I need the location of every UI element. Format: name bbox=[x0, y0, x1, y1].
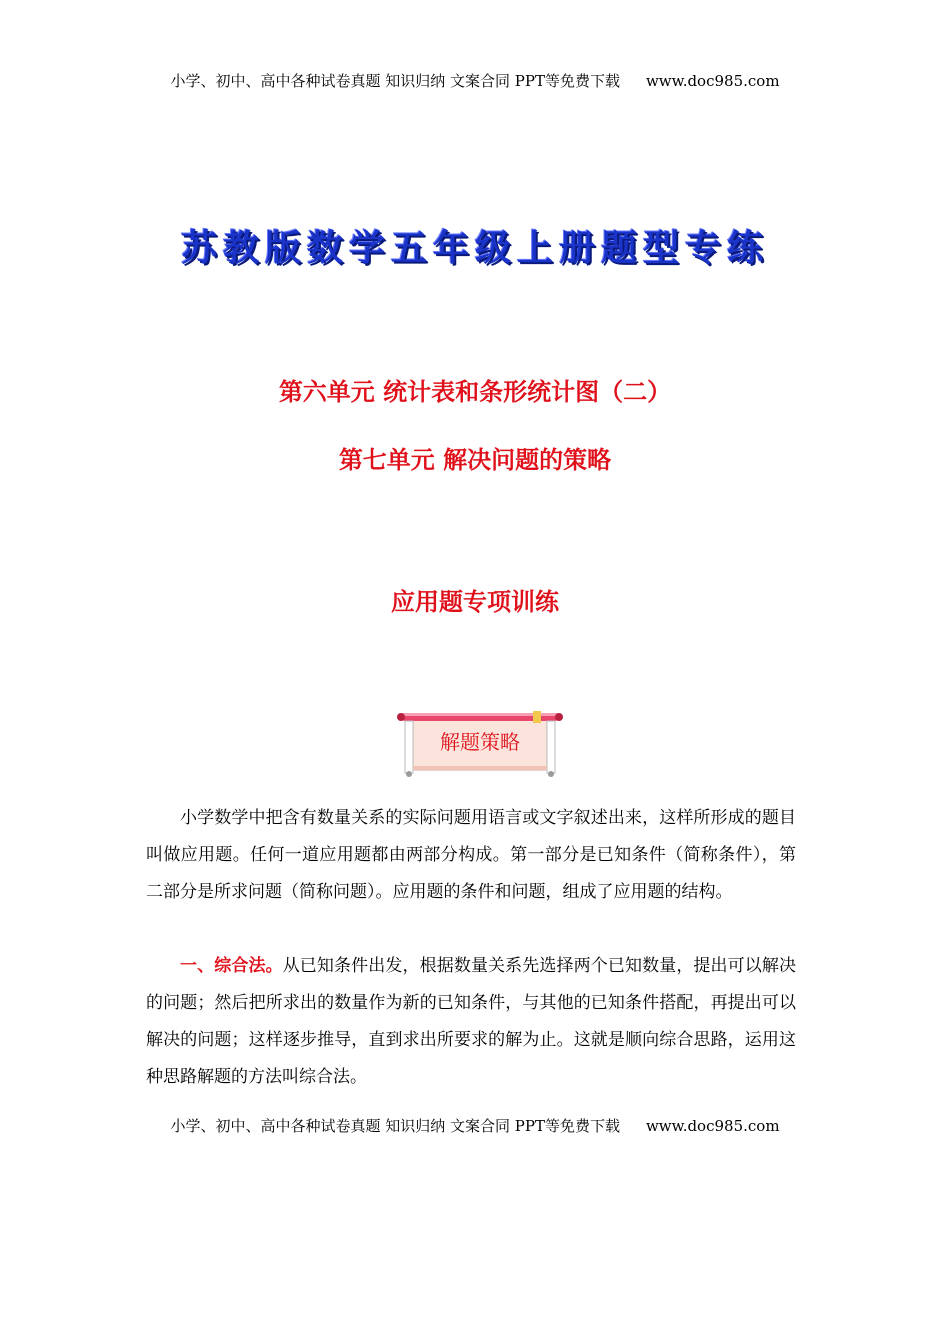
method1-text: 从已知条件出发，根据数量关系先选择两个已知数量，提出可以解决的问题；然后把所求出的数量作为新的已知条件，与其他的已知条件搭配，再提出可以解决的问题；这样逐步推导，直到求出所要求的解为止。这就是顺向综合思路，运用这种思路解题的方法叫综合法。 bbox=[146, 956, 797, 1087]
page-footer bbox=[0, 1115, 950, 1136]
method1-paragraph bbox=[146, 948, 796, 1096]
page-header bbox=[0, 70, 950, 91]
header-url[interactable]: www.doc985.com bbox=[645, 72, 780, 90]
banner-label: 解题策略 bbox=[440, 730, 520, 754]
scroll-banner bbox=[395, 708, 565, 778]
intro-text: 小学数学中把含有数量关系的实际问题用语言或文字叙述出来，这样所形成的题目叫做应用题。任何一道应用题都由两部分构成。第一部分是已知条件（简称条件），第二部分是所求问题（简称问题）。应用题的条件和问题，组成了应用题的结构。 bbox=[146, 808, 796, 902]
document-title: 苏教版数学五年级上册题型专练 bbox=[180, 228, 769, 269]
header-text: 小学、初中、高中各种试卷真题 知识归纳 文案合同 PPT等免费下载 bbox=[170, 72, 620, 90]
footer-url[interactable]: www.doc985.com bbox=[645, 1117, 780, 1135]
unit-heading-7: 第七单元 解决问题的策略 bbox=[338, 446, 612, 474]
section-subtitle: 应用题专项训练 bbox=[391, 588, 559, 616]
method1-label: 一、综合法。 bbox=[180, 956, 283, 976]
intro-paragraph bbox=[146, 800, 796, 911]
footer-text: 小学、初中、高中各种试卷真题 知识归纳 文案合同 PPT等免费下载 bbox=[170, 1117, 620, 1135]
unit-heading-6: 第六单元 统计表和条形统计图（二） bbox=[278, 378, 672, 406]
